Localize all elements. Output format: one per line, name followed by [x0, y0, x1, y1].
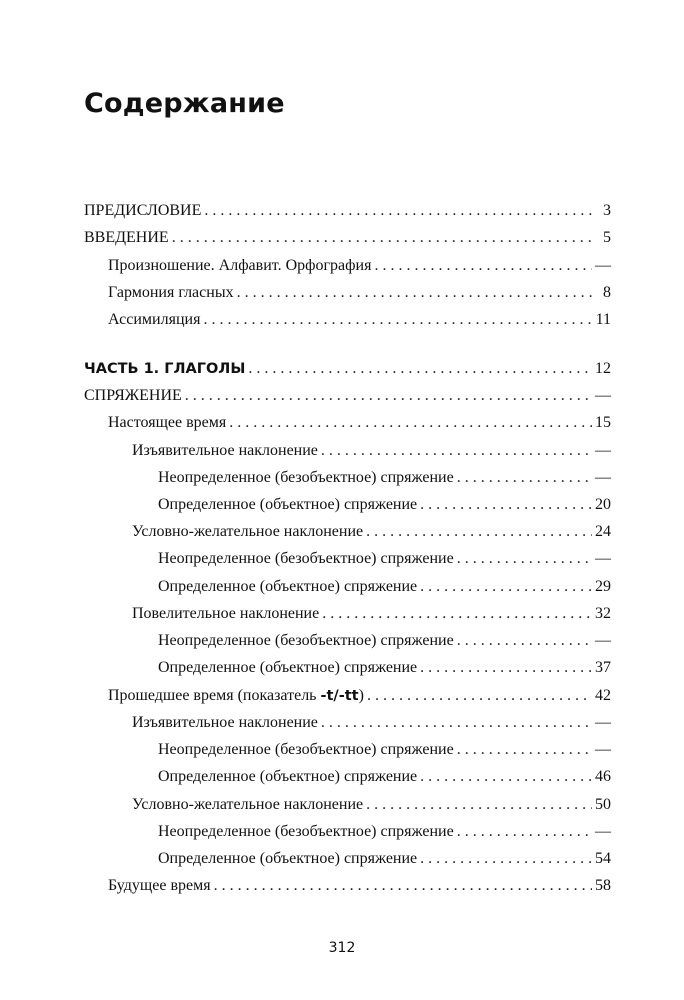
toc-entry-label: Неопределенное (безобъектное) спряжение	[158, 469, 454, 486]
toc-entry-label: Будущее время	[108, 877, 211, 894]
toc-entry-page: 29	[595, 578, 611, 595]
toc-leader-dots	[172, 228, 594, 248]
toc-entry-label: Неопределенное (безобъектное) спряжение	[158, 823, 454, 840]
toc-entry-page: 12	[595, 360, 611, 377]
toc-entry-label: Повелительное наклонение	[132, 605, 320, 622]
toc-entry-label: ВВЕДЕНИЕ	[84, 229, 169, 246]
toc-entry-page: —	[595, 387, 611, 404]
toc-entry-page: 42	[595, 687, 611, 704]
toc-entry-label: Неопределенное (безобъектное) спряжение	[158, 632, 454, 649]
toc-entry	[132, 604, 611, 624]
toc-leader-dots	[420, 495, 592, 515]
toc-leader-dots	[366, 795, 592, 815]
page-number: 312	[328, 940, 356, 956]
toc-entry-page: 32	[595, 605, 611, 622]
toc-entry-page: 58	[595, 877, 611, 894]
toc-entry-label: Гармония гласных	[108, 284, 234, 301]
toc-entry-page: —	[595, 741, 611, 758]
toc-leader-dots	[248, 359, 592, 379]
toc-leader-dots	[457, 468, 592, 488]
toc-entry-page: 54	[595, 850, 611, 867]
toc-entry	[158, 822, 611, 842]
toc-entry-label: Изъявительное наклонение	[132, 714, 318, 731]
toc-entry	[158, 767, 611, 787]
toc-leader-dots	[420, 767, 592, 787]
toc-entry	[158, 495, 611, 515]
toc-entry	[158, 549, 611, 569]
page-title: Содержание	[84, 88, 285, 119]
toc-entry-label: Условно-желательное наклонение	[132, 796, 364, 813]
toc-entry-label: Ассимиляция	[108, 311, 201, 328]
tense-marker: -t/-tt	[320, 688, 359, 704]
toc-entry-label: Определенное (объектное) спряжение	[158, 496, 418, 513]
toc-entry-label: ПРЕДИСЛОВИЕ	[84, 202, 202, 219]
toc-leader-dots	[322, 604, 592, 624]
toc-entry-page: —	[595, 823, 611, 840]
toc-entry-page: 24	[595, 523, 611, 540]
toc-entry-label: Неопределенное (безобъектное) спряжение	[158, 741, 454, 758]
toc-entry	[132, 522, 611, 542]
toc-entry	[108, 283, 611, 303]
toc-entry	[132, 795, 611, 815]
toc-leader-dots	[185, 386, 592, 406]
toc-entry-page: 3	[603, 202, 611, 219]
toc-entry-page: 11	[595, 311, 611, 328]
toc-entry	[108, 686, 611, 706]
toc-entry-page: —	[595, 257, 611, 274]
toc-entry	[84, 228, 611, 248]
toc-entry-page: 20	[595, 496, 611, 513]
toc-entry	[158, 849, 611, 869]
toc-leader-dots	[321, 441, 592, 461]
toc-leader-dots	[420, 849, 592, 869]
toc-entry-page: —	[595, 632, 611, 649]
toc-entry-page: —	[595, 469, 611, 486]
toc-entry	[132, 441, 611, 461]
toc-entry-label: Изъявительное наклонение	[132, 442, 318, 459]
toc-entry	[158, 658, 611, 678]
toc-entry	[158, 468, 611, 488]
toc-leader-dots	[321, 713, 592, 733]
toc-entry-page: —	[595, 550, 611, 567]
toc-entry-label: Определенное (объектное) спряжение	[158, 768, 418, 785]
toc-entry-label: Определенное (объектное) спряжение	[158, 659, 418, 676]
toc-entry-label: Условно-желательное наклонение	[132, 523, 364, 540]
toc-entry-label: ЧАСТЬ 1. ГЛАГОЛЫ	[84, 361, 246, 377]
toc-leader-dots	[367, 686, 592, 706]
toc-leader-dots	[237, 283, 594, 303]
toc-entry	[84, 201, 611, 221]
toc-leader-dots	[457, 549, 592, 569]
toc-entry-page: —	[595, 442, 611, 459]
toc-entry-label: Неопределенное (безобъектное) спряжение	[158, 550, 454, 567]
toc-entry-page: 46	[595, 768, 611, 785]
toc-entry	[108, 256, 611, 276]
toc-leader-dots	[366, 522, 592, 542]
toc-entry-label: СПРЯЖЕНИЕ	[84, 387, 182, 404]
toc-entry	[108, 876, 611, 896]
toc-leader-dots	[420, 658, 592, 678]
toc-leader-dots	[203, 310, 592, 330]
toc-entry	[158, 631, 611, 651]
toc-entry	[84, 359, 611, 379]
toc-entry-page: 5	[603, 229, 611, 246]
toc-entry-label: Определенное (объектное) спряжение	[158, 578, 418, 595]
toc-leader-dots	[214, 876, 592, 896]
toc-leader-dots	[374, 256, 592, 276]
toc-entry-page: 8	[603, 284, 611, 301]
toc-entry-label-text: Прошедшее время (показатель	[108, 687, 321, 704]
toc-leader-dots	[420, 577, 592, 597]
toc-entry	[84, 386, 611, 406]
toc-entry-page: 15	[595, 414, 611, 431]
toc-entry	[108, 413, 611, 433]
toc-leader-dots	[457, 740, 592, 760]
toc-entry	[132, 713, 611, 733]
toc-entry-label-close: )	[358, 687, 364, 704]
toc-entry	[158, 577, 611, 597]
toc-leader-dots	[229, 413, 592, 433]
toc-entry-page: 37	[595, 659, 611, 676]
toc-leader-dots	[457, 631, 592, 651]
toc-entry-page: 50	[595, 796, 611, 813]
toc-entry-label: Определенное (объектное) спряжение	[158, 850, 418, 867]
toc-entry	[158, 740, 611, 760]
toc-entry-label: Произношение. Алфавит. Орфография	[108, 257, 372, 274]
toc-leader-dots	[204, 201, 594, 221]
toc-leader-dots	[457, 822, 592, 842]
toc-entry-label	[108, 686, 364, 706]
toc-entry-page: —	[595, 714, 611, 731]
toc-entry	[108, 310, 611, 330]
toc-entry-label: Настоящее время	[108, 414, 227, 431]
